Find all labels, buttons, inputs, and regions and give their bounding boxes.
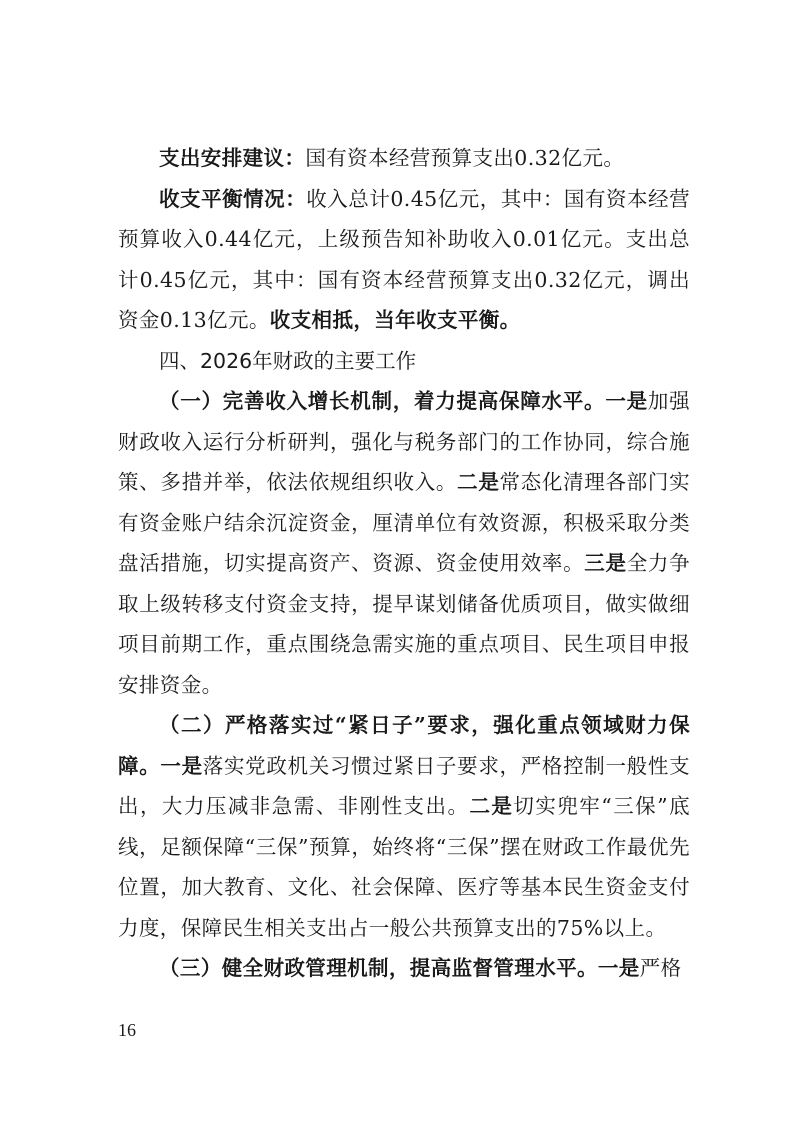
expenditure-arrangement-label: 支出安排建议：	[159, 146, 306, 170]
section1-paragraph	[118, 381, 690, 705]
section3-first-label: 一是	[597, 956, 640, 980]
section1-second-text: 常态化清理各部门实有资金账户结余沉淀资金，厘清单位有效资源，积极采取分类盘活措施，切实提高资产、资源、资金使用效率。	[118, 470, 690, 575]
section1-title: （一）完善收入增长机制，着力提高保障水平。	[159, 389, 606, 413]
section-heading: 四、2026年财政的主要工作	[159, 348, 417, 373]
expenditure-arrangement-paragraph	[118, 138, 690, 179]
expenditure-arrangement-text: 国有资本经营预算支出0.32亿元。	[305, 146, 625, 170]
balance-label: 收支平衡情况：	[159, 186, 307, 211]
section2-first-label: 一是	[160, 753, 203, 778]
balance-text: 收入总计0.45亿元，其中：国有资本经营预算收入0.44亿元，上级预告知补助收入0.01亿元。支出总计0.45亿元，其中：国有资本经营预算支出0.32亿元，调出资金0.13亿元。	[118, 186, 690, 332]
section3-first-text: 严格	[639, 956, 682, 980]
section1-first-text: 加强财政收入运行分析研判，强化与税务部门的工作协同，综合施策、多措并举，依法依规组织收入。	[118, 389, 690, 494]
section2-title: （二）严格落实过“紧日子”要求，强化重点领域财力保障。	[118, 713, 690, 778]
page-number: 16	[118, 1020, 136, 1040]
section1-second-label: 二是	[457, 470, 500, 494]
section1-first-label: 一是	[605, 389, 648, 413]
document-body	[118, 138, 690, 989]
section1-third-text: 全力争取上级转移支付资金支持，提早谋划储备优质项目，做实做细项目前期工作，重点围绕急需实施的重点项目、民生项目申报安排资金。	[118, 551, 690, 697]
section2-second-label: 二是	[469, 794, 514, 818]
section1-third-label: 三是	[584, 551, 627, 575]
section2-paragraph	[118, 705, 690, 948]
section2-second-text: 切实兜牢“三保”底线，足额保障“三保”预算，始终将“三保”摆在财政工作最优先位置，加大教育、文化、社会保障、医疗等基本民生资金支付力度，保障民生相关支出占一般公共预算支出的75%以上。	[118, 794, 690, 940]
section3-title: （三）健全财政管理机制，提高监督管理水平。	[159, 956, 598, 980]
balance-conclusion: 收支相抵，当年收支平衡。	[269, 308, 521, 332]
section2-first-text: 落实党政机关习惯过紧日子要求，严格控制一般性支出，大力压减非急需、非刚性支出。	[118, 753, 690, 818]
section3-paragraph	[118, 948, 690, 989]
balance-paragraph	[118, 179, 690, 341]
